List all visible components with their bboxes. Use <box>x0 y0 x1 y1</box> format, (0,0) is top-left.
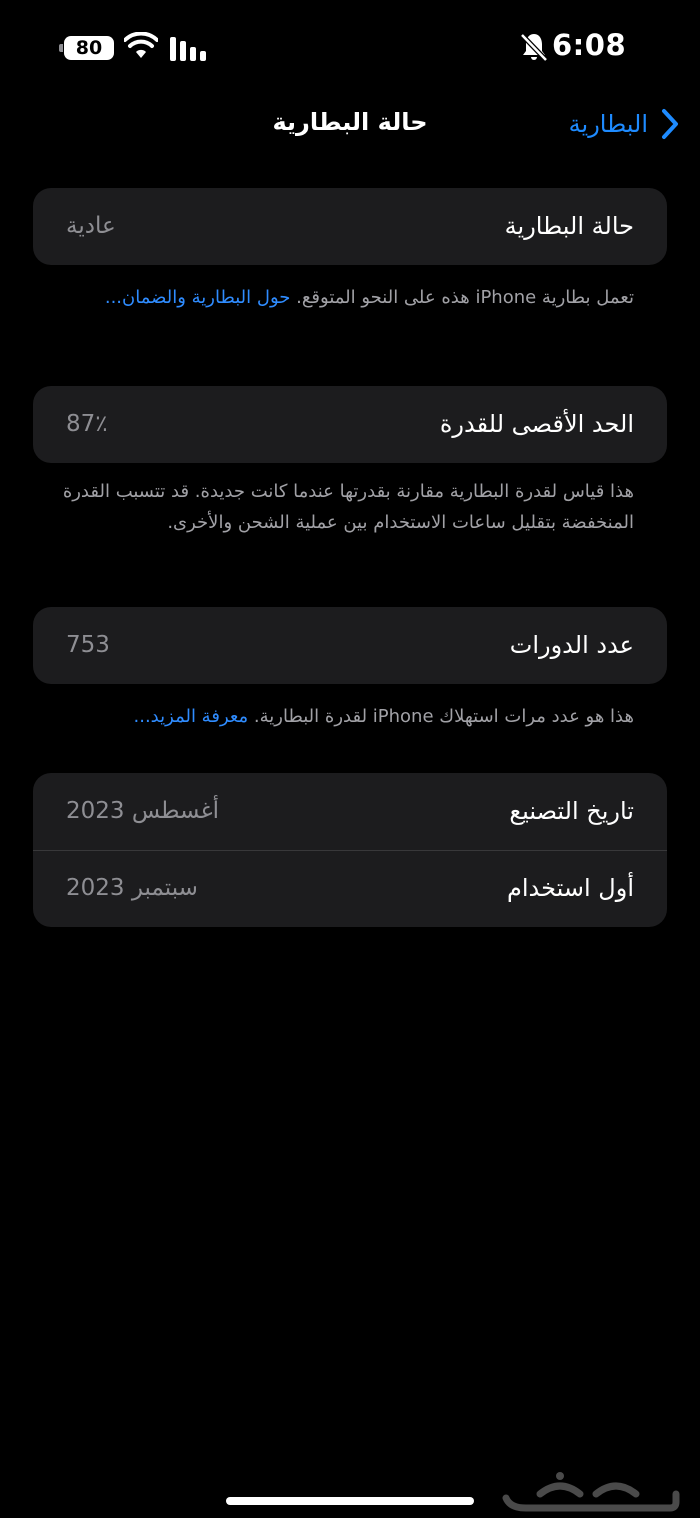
battery-state-row <box>33 188 667 265</box>
first-use-value: سبتمبر 2023 <box>66 875 198 901</box>
cycle-count-label: عدد الدورات <box>509 631 634 659</box>
manufacture-date-row <box>33 773 667 850</box>
battery-level: 80 <box>75 37 103 59</box>
navigation-bar <box>0 96 700 154</box>
battery-icon <box>64 36 114 60</box>
page-title: حالة البطارية <box>272 108 428 136</box>
max-capacity-group <box>33 386 667 463</box>
battery-state-footnote-text: تعمل بطارية iPhone هذه على النحو المتوقع. <box>290 287 634 308</box>
manufacture-date-label: تاريخ التصنيع <box>509 797 634 825</box>
clock-time: 6:08 <box>552 28 627 62</box>
cycle-count-footnote <box>54 701 634 732</box>
haraj-watermark-logo <box>500 1468 680 1514</box>
cycle-count-footnote-text: هذا هو عدد مرات استهلاك iPhone لقدرة البطارية. <box>248 706 634 727</box>
max-capacity-footnote: هذا قياس لقدرة البطارية مقارنة بقدرتها عندما كانت جديدة. قد تتسبب القدرة المنخفضة بتقليل ساعات الاستخدام بين عملية الشحن والأخرى. <box>62 481 634 533</box>
battery-state-value: عادية <box>66 213 116 239</box>
max-capacity-value: 87٪ <box>66 411 108 437</box>
dates-group <box>33 773 667 927</box>
home-indicator[interactable] <box>226 1497 474 1505</box>
status-bar <box>0 0 700 96</box>
cycle-count-row <box>33 607 667 684</box>
max-capacity-row <box>33 386 667 463</box>
signal-icon <box>170 37 206 61</box>
first-use-label: أول استخدام <box>507 874 634 902</box>
cycle-count-group <box>33 607 667 684</box>
battery-warranty-link[interactable]: حول البطارية والضمان... <box>104 287 291 308</box>
chevron-right-icon <box>660 108 680 140</box>
wifi-icon <box>124 32 158 60</box>
learn-more-link[interactable]: معرفة المزيد... <box>133 706 249 727</box>
silent-bell-icon <box>520 32 548 62</box>
back-label: البطارية <box>568 110 648 138</box>
back-button[interactable] <box>569 104 680 144</box>
battery-state-group <box>33 188 667 265</box>
cycle-count-value: 753 <box>66 632 110 658</box>
max-capacity-label: الحد الأقصى للقدرة <box>439 410 634 438</box>
battery-state-footnote <box>54 282 634 313</box>
manufacture-date-value: أغسطس 2023 <box>66 798 219 824</box>
first-use-row <box>33 850 667 927</box>
battery-state-label: حالة البطارية <box>504 212 634 240</box>
